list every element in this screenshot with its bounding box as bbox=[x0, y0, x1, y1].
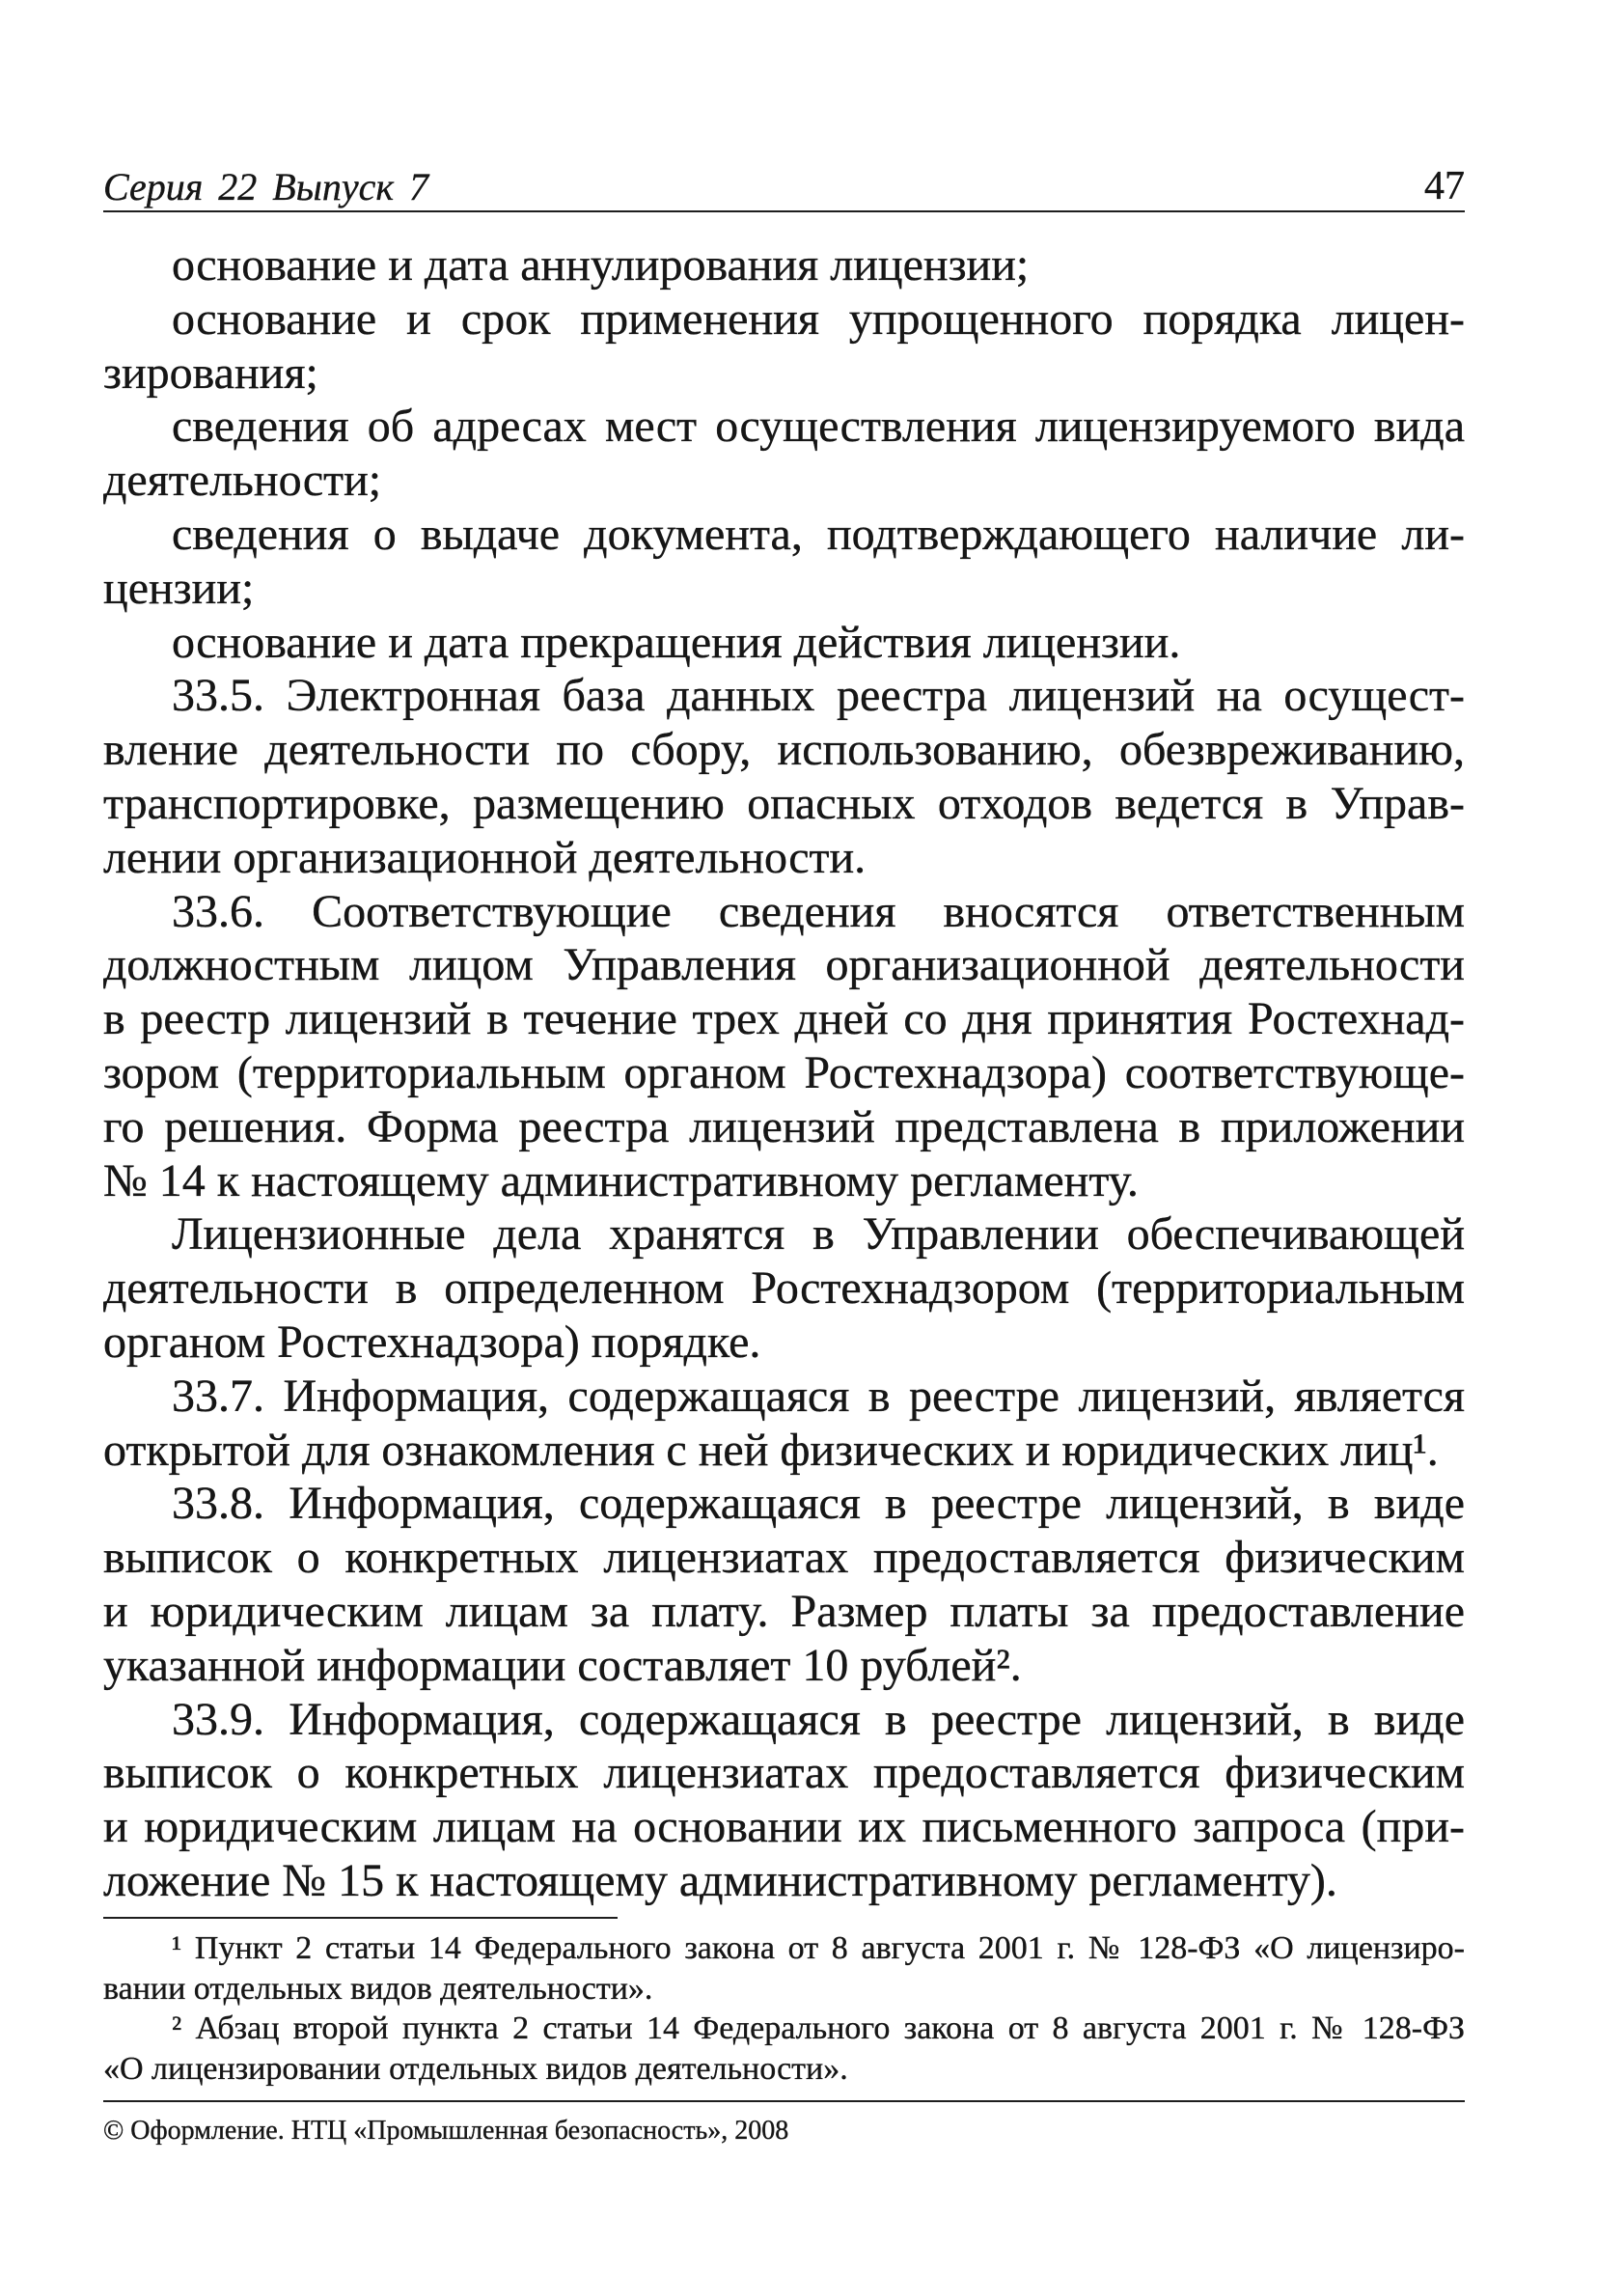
paragraph bbox=[103, 508, 1465, 616]
text-line: 33.9. Информация, содержащаяся в реестре лицензий, в виде bbox=[172, 1693, 1465, 1745]
footnote-separator bbox=[103, 1917, 618, 1919]
footnotes bbox=[103, 1928, 1465, 2089]
paragraph bbox=[103, 238, 1465, 292]
text-line: 33.8. Информация, содержащаяся в реестре лицензий, в виде bbox=[172, 1478, 1465, 1530]
text-line: сведения об адресах мест осуществления лицензируемого вида bbox=[172, 401, 1465, 453]
paragraph bbox=[103, 669, 1465, 884]
footnote bbox=[103, 1928, 1465, 2009]
footnote-line: ¹ Пункт 2 статьи 14 Федерального закона от 8 августа 2001 г. № 128-ФЗ «О лицензиро- bbox=[172, 1930, 1465, 1966]
text-line: основание и дата аннулирования лицензии; bbox=[172, 239, 1030, 291]
text-line: 33.6. Соответствующие сведения вносятся ответственным bbox=[172, 885, 1465, 937]
text-line: открытой для ознакомления с ней физических и юридических лиц¹. bbox=[103, 1424, 1439, 1476]
text-line: деятельности в определенном Ростехнадзором (территориальным bbox=[103, 1262, 1465, 1315]
text-line: 33.7. Информация, содержащаяся в реестре лицензий, является bbox=[172, 1370, 1465, 1422]
paragraph bbox=[103, 292, 1465, 401]
text-line: ложение № 15 к настоящему административному регламенту). bbox=[103, 1854, 1337, 1906]
paragraph bbox=[103, 1370, 1465, 1478]
text-line: основание и срок применения упрощенного порядка лицен- bbox=[172, 292, 1465, 345]
text-line: основание и дата прекращения действия лицензии. bbox=[172, 616, 1181, 668]
copyright-notice: © Оформление. НТЦ «Промышленная безопасность», 2008 bbox=[103, 2116, 789, 2146]
series-label: Серия 22 Выпуск 7 bbox=[103, 165, 429, 208]
text-line: должностным лицом Управления организационной деятельности bbox=[103, 939, 1465, 991]
text-line: зирования; bbox=[103, 346, 318, 399]
text-line: № 14 к настоящему административному регламенту. bbox=[103, 1154, 1139, 1206]
paragraph bbox=[103, 1207, 1465, 1369]
text-line: сведения о выдаче документа, подтверждающего наличие ли- bbox=[172, 508, 1465, 560]
bottom-rule bbox=[103, 2100, 1465, 2102]
paragraph bbox=[103, 400, 1465, 508]
page-number: 47 bbox=[1424, 164, 1465, 208]
paragraph bbox=[103, 885, 1465, 1208]
footnote-line: ² Абзац второй пункта 2 статьи 14 Федерального закона от 8 августа 2001 г. № 128-ФЗ bbox=[172, 2010, 1465, 2046]
text-line: цензии; bbox=[103, 562, 255, 614]
paragraph bbox=[103, 1693, 1465, 1908]
text-line: выписок о конкретных лицензиатах предоставляется физическим bbox=[103, 1532, 1465, 1584]
text-line: Лицензионные дела хранятся в Управлении обеспечивающей bbox=[172, 1208, 1465, 1261]
text-line: в реестр лицензий в течение трех дней со дня принятия Ростехнад- bbox=[103, 993, 1465, 1045]
text-line: вление деятельности по сбору, использованию, обезвреживанию, bbox=[103, 724, 1465, 776]
footnote-line: вании отдельных видов деятельности». bbox=[103, 1970, 653, 2007]
text-line: указанной информации составляет 10 рублей². bbox=[103, 1639, 1022, 1691]
text-line: лении организационной деятельности. bbox=[103, 831, 867, 883]
paragraph bbox=[103, 1477, 1465, 1692]
body-text bbox=[103, 238, 1465, 1908]
text-line: органом Ростехнадзора) порядке. bbox=[103, 1316, 761, 1368]
text-line: и юридическим лицам на основании их письменного запроса (при- bbox=[103, 1801, 1465, 1853]
text-line: деятельности; bbox=[103, 455, 382, 507]
text-line: и юридическим лицам за плату. Размер платы за предоставление bbox=[103, 1585, 1465, 1637]
footnote bbox=[103, 2009, 1465, 2089]
paragraph bbox=[103, 616, 1465, 670]
text-line: го решения. Форма реестра лицензий представлена в приложении bbox=[103, 1100, 1465, 1152]
text-line: зором (территориальным органом Ростехнадзора) соответствующе- bbox=[103, 1046, 1465, 1098]
text-line: транспортировке, размещению опасных отходов ведется в Управ- bbox=[103, 777, 1465, 829]
running-header bbox=[103, 164, 1465, 212]
text-line: выписок о конкретных лицензиатах предоставляется физическим bbox=[103, 1747, 1465, 1799]
footnote-line: «О лицензировании отдельных видов деятельности». bbox=[103, 2050, 848, 2087]
text-line: 33.5. Электронная база данных реестра лицензий на осущест- bbox=[172, 670, 1465, 722]
